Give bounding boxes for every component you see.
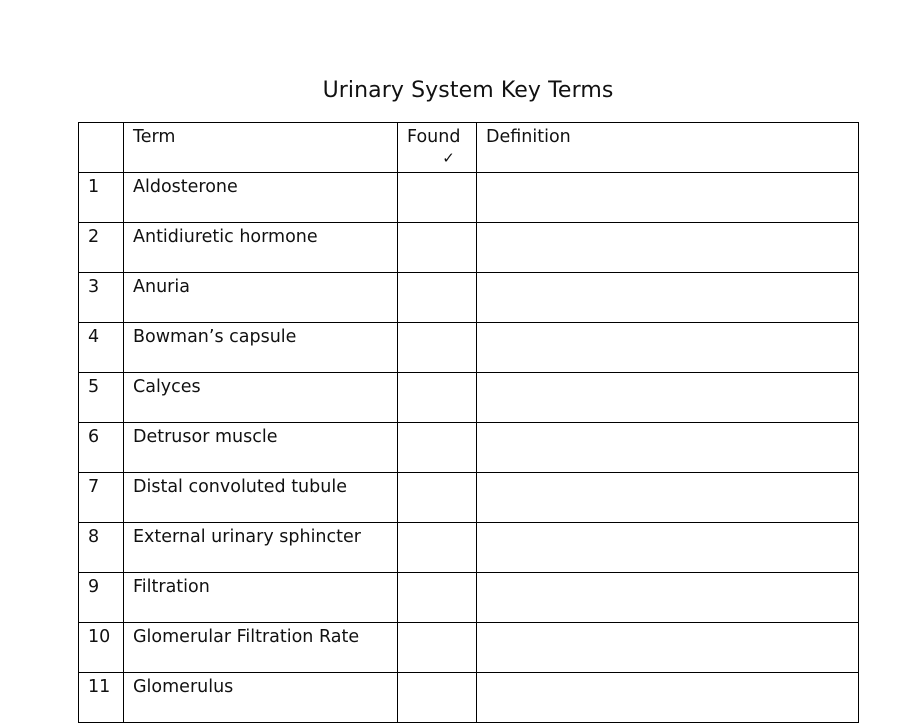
row-number: 6 [79,423,124,473]
header-number [79,123,124,173]
row-term: Bowman’s capsule [124,323,398,373]
row-found-cell [398,323,477,373]
row-definition-cell [477,573,859,623]
row-found-cell [398,423,477,473]
row-found-cell [398,173,477,223]
row-number: 9 [79,573,124,623]
row-found-cell [398,223,477,273]
row-term: Aldosterone [124,173,398,223]
key-terms-table [78,122,859,723]
row-definition-cell [477,323,859,373]
row-term: External urinary sphincter [124,523,398,573]
header-found [398,123,477,173]
table-row [79,623,859,673]
row-number: 8 [79,523,124,573]
table-row [79,473,859,523]
row-number: 10 [79,623,124,673]
row-definition-cell [477,473,859,523]
row-definition-cell [477,273,859,323]
row-term: Detrusor muscle [124,423,398,473]
row-term: Glomerulus [124,673,398,723]
table-row [79,223,859,273]
row-found-cell [398,473,477,523]
table-row [79,523,859,573]
row-number: 2 [79,223,124,273]
table-row [79,323,859,373]
row-term: Filtration [124,573,398,623]
table-header-row [79,123,859,173]
row-found-cell [398,373,477,423]
row-term: Distal convoluted tubule [124,473,398,523]
header-term: Term [124,123,398,173]
page-title: Urinary System Key Terms [322,78,614,103]
row-definition-cell [477,173,859,223]
table-row [79,373,859,423]
row-found-cell [398,623,477,673]
row-number: 7 [79,473,124,523]
row-term: Glomerular Filtration Rate [124,623,398,673]
row-definition-cell [477,223,859,273]
row-number: 5 [79,373,124,423]
row-number: 4 [79,323,124,373]
table-row [79,573,859,623]
header-found-label: Found [407,127,461,147]
table-row [79,673,859,723]
row-found-cell [398,673,477,723]
row-found-cell [398,523,477,573]
row-definition-cell [477,373,859,423]
header-definition: Definition [477,123,859,173]
table-row [79,173,859,223]
row-term: Anuria [124,273,398,323]
table-row [79,423,859,473]
row-definition-cell [477,673,859,723]
row-definition-cell [477,623,859,673]
row-found-cell [398,273,477,323]
checkmark-icon: ✓ [442,149,455,167]
row-number: 3 [79,273,124,323]
row-term: Antidiuretic hormone [124,223,398,273]
row-term: Calyces [124,373,398,423]
row-number: 1 [79,173,124,223]
row-number: 11 [79,673,124,723]
row-definition-cell [477,423,859,473]
row-found-cell [398,573,477,623]
row-definition-cell [477,523,859,573]
table-row [79,273,859,323]
